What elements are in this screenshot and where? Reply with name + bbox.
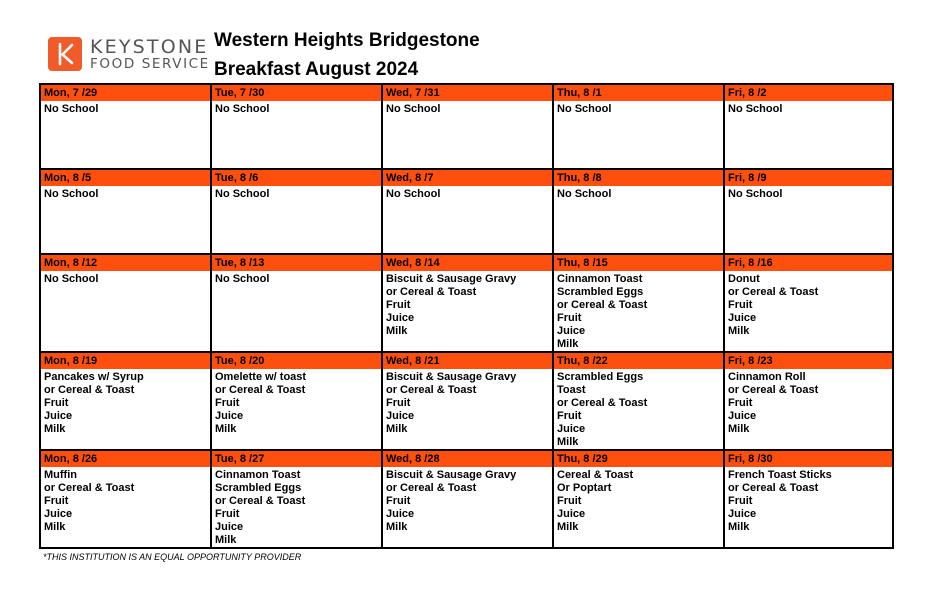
menu-item: Juice: [386, 410, 415, 422]
menu-item: Milk: [557, 436, 579, 448]
day-date-header: Thu, 8 /22: [554, 353, 723, 369]
menu-item: No School: [386, 188, 441, 200]
menu-item: Biscuit & Sausage Gravy: [386, 371, 517, 383]
day-menu: [41, 101, 210, 116]
day-cell: [554, 85, 725, 170]
menu-item: Milk: [386, 423, 408, 435]
day-menu: [212, 271, 381, 286]
menu-item: Fruit: [557, 312, 582, 324]
day-menu: [383, 369, 552, 436]
day-cell: [41, 170, 212, 255]
day-menu: [383, 186, 552, 201]
menu-item: Fruit: [44, 397, 69, 409]
day-cell: [725, 85, 892, 170]
day-date-header: Thu, 8 /15: [554, 255, 723, 271]
logo-name: KEYSTONE: [90, 36, 209, 58]
menu-item: or Cereal & Toast: [386, 384, 477, 396]
menu-item: Cereal & Toast: [557, 469, 634, 481]
menu-item: Cinnamon Toast: [215, 469, 301, 481]
day-cell: [212, 170, 383, 255]
day-menu: [554, 369, 723, 449]
day-date-header: Mon, 7 /29: [41, 85, 210, 101]
menu-item: Fruit: [215, 508, 240, 520]
day-date-header: Tue, 8 /6: [212, 170, 381, 186]
menu-item: Milk: [44, 423, 66, 435]
menu-item: Cinnamon Toast: [557, 273, 643, 285]
menu-item: Juice: [557, 423, 586, 435]
menu-item: No School: [728, 188, 783, 200]
day-cell: [383, 451, 554, 547]
menu-item: Milk: [215, 423, 237, 435]
day-cell: [383, 255, 554, 353]
menu-item: Juice: [557, 325, 586, 337]
logo-subtitle: FOOD SERVICE: [90, 56, 210, 72]
menu-item: No School: [215, 188, 270, 200]
page-title-school: Western Heights Bridgestone: [214, 30, 480, 51]
menu-item: Muffin: [44, 469, 77, 481]
menu-item: Milk: [728, 325, 750, 337]
menu-item: Juice: [728, 312, 757, 324]
menu-item: Fruit: [44, 495, 69, 507]
menu-item: Juice: [215, 521, 244, 533]
day-date-header: Tue, 7 /30: [212, 85, 381, 101]
menu-item: Milk: [728, 423, 750, 435]
day-menu: [554, 271, 723, 351]
day-menu: [41, 186, 210, 201]
day-date-header: Tue, 8 /20: [212, 353, 381, 369]
menu-item: Juice: [44, 410, 73, 422]
menu-item: or Cereal & Toast: [386, 286, 477, 298]
footer-disclaimer: *THIS INSTITUTION IS AN EQUAL OPPORTUNITY PROVIDER: [43, 552, 302, 562]
menu-item: or Cereal & Toast: [557, 397, 648, 409]
menu-item: French Toast Sticks: [728, 469, 832, 481]
day-date-header: Thu, 8 /29: [554, 451, 723, 467]
day-menu: [41, 467, 210, 534]
menu-item: or Cereal & Toast: [557, 299, 648, 311]
menu-item: No School: [44, 273, 99, 285]
menu-item: Toast: [557, 384, 586, 396]
day-cell: [383, 85, 554, 170]
day-date-header: Thu, 8 /8: [554, 170, 723, 186]
menu-item: Milk: [557, 338, 579, 350]
menu-item: Milk: [728, 521, 750, 533]
menu-item: or Cereal & Toast: [44, 384, 135, 396]
menu-item: No School: [557, 188, 612, 200]
menu-item: Fruit: [557, 410, 582, 422]
menu-item: Scrambled Eggs: [557, 371, 644, 383]
menu-item: Fruit: [215, 397, 240, 409]
menu-item: Juice: [728, 410, 757, 422]
day-menu: [725, 101, 892, 116]
day-cell: [212, 451, 383, 547]
menu-item: No School: [386, 103, 441, 115]
day-cell: [383, 170, 554, 255]
day-menu: [383, 271, 552, 338]
menu-item: Fruit: [728, 397, 753, 409]
menu-item: or Cereal & Toast: [728, 482, 819, 494]
day-menu: [41, 271, 210, 286]
menu-item: Or Poptart: [557, 482, 612, 494]
day-date-header: Fri, 8 /2: [725, 85, 892, 101]
menu-item: No School: [215, 273, 270, 285]
menu-item: Juice: [728, 508, 757, 520]
day-date-header: Fri, 8 /30: [725, 451, 892, 467]
day-cell: [725, 255, 892, 353]
day-date-header: Tue, 8 /13: [212, 255, 381, 271]
menu-item: Omelette w/ toast: [215, 371, 307, 383]
day-menu: [725, 271, 892, 338]
menu-item: Juice: [215, 410, 244, 422]
menu-item: or Cereal & Toast: [386, 482, 477, 494]
day-cell: [554, 170, 725, 255]
menu-item: Fruit: [386, 495, 411, 507]
menu-item: Milk: [386, 521, 408, 533]
menu-item: Milk: [386, 325, 408, 337]
menu-item: No School: [215, 103, 270, 115]
menu-item: or Cereal & Toast: [728, 286, 819, 298]
day-cell: [212, 353, 383, 451]
menu-item: No School: [44, 103, 99, 115]
day-menu: [725, 467, 892, 534]
day-cell: [41, 85, 212, 170]
menu-item: Donut: [728, 273, 760, 285]
day-cell: [41, 451, 212, 547]
day-date-header: Fri, 8 /16: [725, 255, 892, 271]
day-date-header: Fri, 8 /9: [725, 170, 892, 186]
menu-item: Cinnamon Roll: [728, 371, 806, 383]
keystone-logo: [48, 35, 210, 75]
menu-item: Pancakes w/ Syrup: [44, 371, 144, 383]
day-menu: [212, 186, 381, 201]
menu-item: Fruit: [386, 299, 411, 311]
day-cell: [725, 451, 892, 547]
day-menu: [725, 369, 892, 436]
day-cell: [554, 353, 725, 451]
day-date-header: Mon, 8 /5: [41, 170, 210, 186]
menu-item: No School: [728, 103, 783, 115]
day-date-header: Wed, 7 /31: [383, 85, 552, 101]
day-cell: [212, 255, 383, 353]
menu-item: Milk: [44, 521, 66, 533]
day-menu: [554, 101, 723, 116]
day-cell: [41, 255, 212, 353]
menu-item: Juice: [44, 508, 73, 520]
menu-item: or Cereal & Toast: [44, 482, 135, 494]
day-cell: [725, 353, 892, 451]
keystone-k-logo-icon: [48, 37, 82, 71]
day-cell: [554, 255, 725, 353]
menu-item: Juice: [557, 508, 586, 520]
menu-item: Juice: [386, 508, 415, 520]
menu-item: Fruit: [728, 299, 753, 311]
menu-item: Milk: [557, 521, 579, 533]
day-date-header: Wed, 8 /28: [383, 451, 552, 467]
menu-item: or Cereal & Toast: [215, 495, 306, 507]
day-cell: [725, 170, 892, 255]
day-menu: [725, 186, 892, 201]
menu-item: Scrambled Eggs: [215, 482, 302, 494]
menu-item: Juice: [386, 312, 415, 324]
menu-item: Biscuit & Sausage Gravy: [386, 469, 517, 481]
day-date-header: Thu, 8 /1: [554, 85, 723, 101]
day-cell: [554, 451, 725, 547]
day-cell: [212, 85, 383, 170]
day-date-header: Mon, 8 /19: [41, 353, 210, 369]
menu-item: No School: [557, 103, 612, 115]
day-menu: [554, 186, 723, 201]
day-menu: [212, 369, 381, 436]
day-date-header: Wed, 8 /7: [383, 170, 552, 186]
menu-calendar-grid: [39, 83, 894, 549]
day-cell: [383, 353, 554, 451]
menu-item: Milk: [215, 534, 237, 546]
menu-item: or Cereal & Toast: [728, 384, 819, 396]
page-title-menu: Breakfast August 2024: [214, 59, 419, 80]
menu-item: Fruit: [386, 397, 411, 409]
day-date-header: Wed, 8 /21: [383, 353, 552, 369]
menu-item: Biscuit & Sausage Gravy: [386, 273, 517, 285]
day-date-header: Mon, 8 /26: [41, 451, 210, 467]
day-menu: [383, 467, 552, 534]
day-date-header: Tue, 8 /27: [212, 451, 381, 467]
day-menu: [212, 101, 381, 116]
day-menu: [212, 467, 381, 547]
day-menu: [41, 369, 210, 436]
menu-item: Scrambled Eggs: [557, 286, 644, 298]
day-date-header: Fri, 8 /23: [725, 353, 892, 369]
menu-item: Fruit: [557, 495, 582, 507]
day-date-header: Mon, 8 /12: [41, 255, 210, 271]
day-cell: [41, 353, 212, 451]
day-menu: [383, 101, 552, 116]
day-date-header: Wed, 8 /14: [383, 255, 552, 271]
menu-item: No School: [44, 188, 99, 200]
menu-item: Fruit: [728, 495, 753, 507]
day-menu: [554, 467, 723, 534]
menu-item: or Cereal & Toast: [215, 384, 306, 396]
